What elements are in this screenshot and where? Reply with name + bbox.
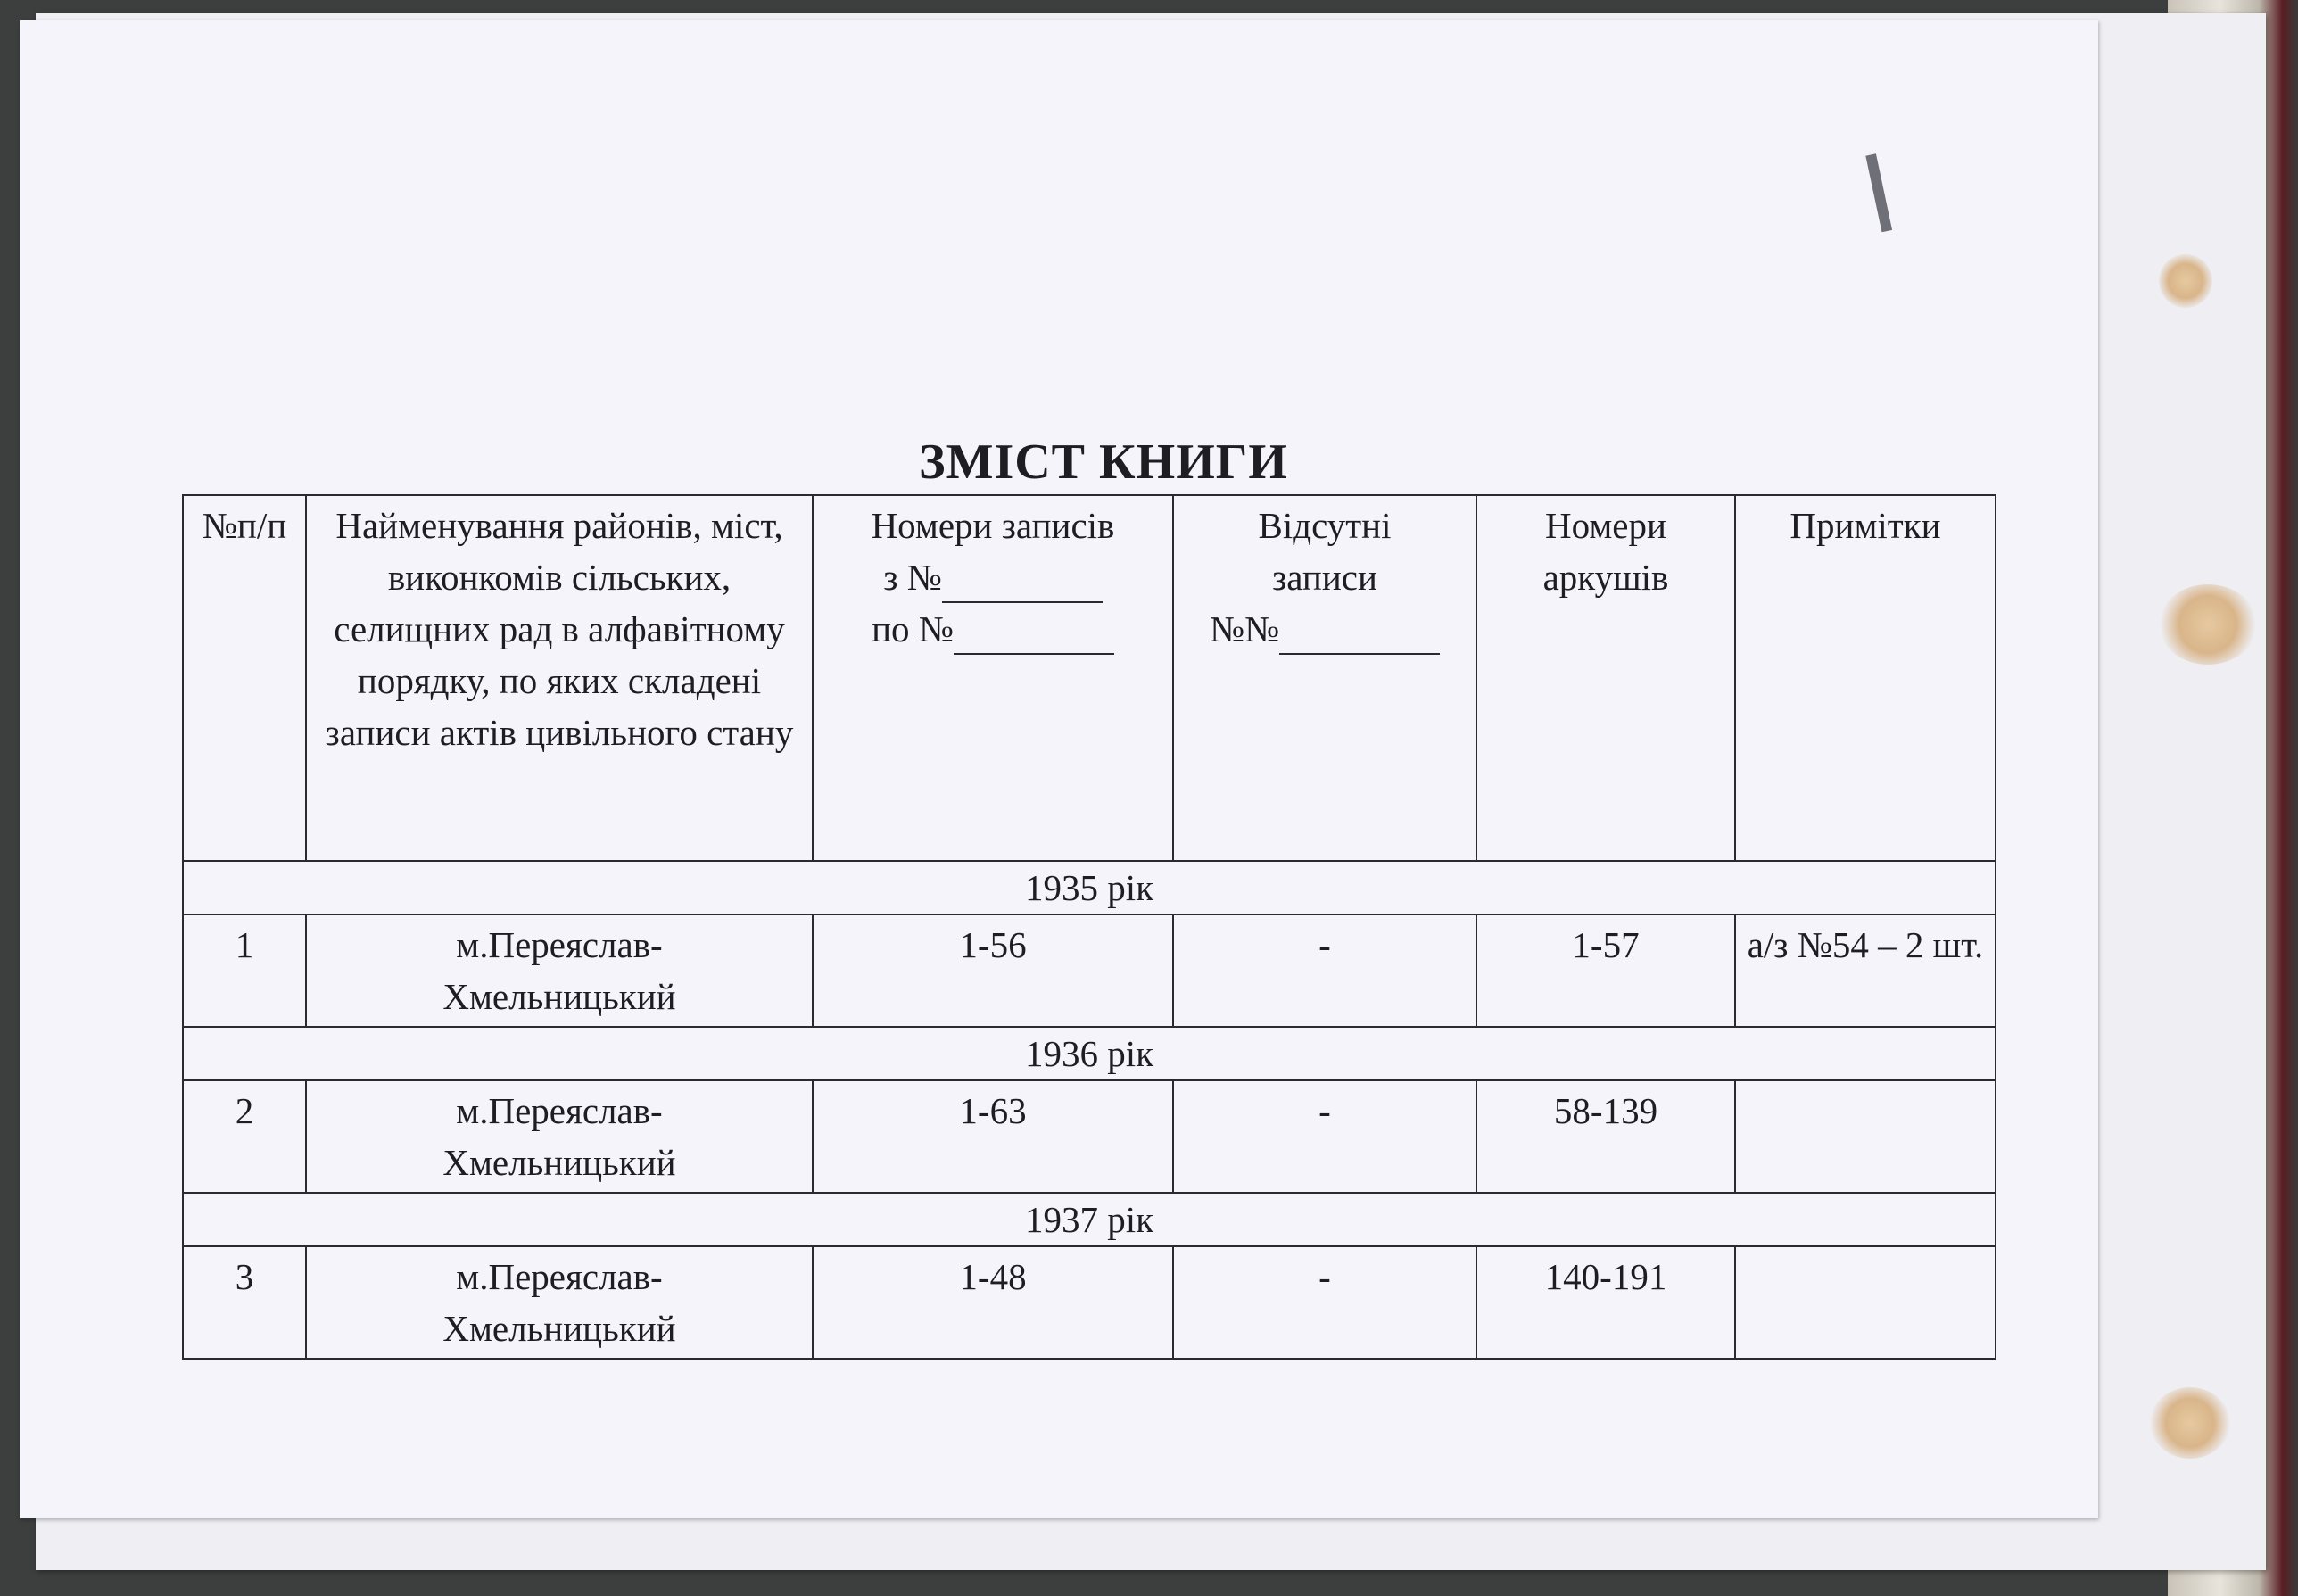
year-row	[183, 1027, 1996, 1080]
cell-records: 1-56	[813, 914, 1173, 1027]
cell-notes	[1735, 1246, 1996, 1359]
header-name: Найменування районів, міст, виконкомів сільських, селищних рад в алфавітному порядку, по яких складені записи актів цивільного стану	[306, 495, 813, 861]
header-missing	[1173, 495, 1476, 861]
cell-records: 1-48	[813, 1246, 1173, 1359]
cell-number: 2	[183, 1080, 306, 1193]
cell-missing: -	[1173, 1246, 1476, 1359]
cell-sheets: 140-191	[1476, 1246, 1735, 1359]
cell-number: 1	[183, 914, 306, 1027]
header-missing-numbers: №№	[1181, 603, 1468, 655]
year-row	[183, 861, 1996, 914]
contents-table	[182, 494, 1996, 1360]
cell-missing: -	[1173, 914, 1476, 1027]
header-notes: Примітки	[1735, 495, 1996, 861]
header-number: №п/п	[183, 495, 306, 861]
paper-damage	[2150, 1387, 2230, 1459]
paper-damage	[2159, 254, 2212, 308]
cell-name: м.Переяслав-Хмельницький	[306, 1246, 813, 1359]
blank-line	[1279, 610, 1440, 655]
table-row	[183, 914, 1996, 1027]
cell-name: м.Переяслав-Хмельницький	[306, 1080, 813, 1193]
paper-damage	[2159, 584, 2257, 665]
year-label: 1937 рік	[183, 1193, 1996, 1246]
cell-missing: -	[1173, 1080, 1476, 1193]
corner-mark: I	[1851, 131, 1908, 260]
header-records-from: з №	[821, 551, 1165, 603]
header-records-to: по №	[821, 603, 1165, 655]
header-records	[813, 495, 1173, 861]
cell-sheets: 58-139	[1476, 1080, 1735, 1193]
year-label: 1935 рік	[183, 861, 1996, 914]
header-records-title: Номери записів	[871, 505, 1115, 546]
cell-number: 3	[183, 1246, 306, 1359]
year-row	[183, 1193, 1996, 1246]
table-row	[183, 1246, 1996, 1359]
year-label: 1936 рік	[183, 1027, 1996, 1080]
cell-notes	[1735, 1080, 1996, 1193]
table-header-row	[183, 495, 1996, 861]
blank-line	[954, 610, 1114, 655]
header-missing-title: Відсутні записи	[1258, 505, 1392, 598]
cell-name: м.Переяслав-Хмельницький	[306, 914, 813, 1027]
document-page	[20, 20, 2098, 1518]
cell-records: 1-63	[813, 1080, 1173, 1193]
header-sheets: Номери аркушів	[1476, 495, 1735, 861]
table-row	[183, 1080, 1996, 1193]
cell-sheets: 1-57	[1476, 914, 1735, 1027]
page-title: ЗМІСТ КНИГИ	[919, 434, 1288, 490]
cell-notes: а/з №54 – 2 шт.	[1735, 914, 1996, 1027]
blank-line	[942, 558, 1103, 603]
